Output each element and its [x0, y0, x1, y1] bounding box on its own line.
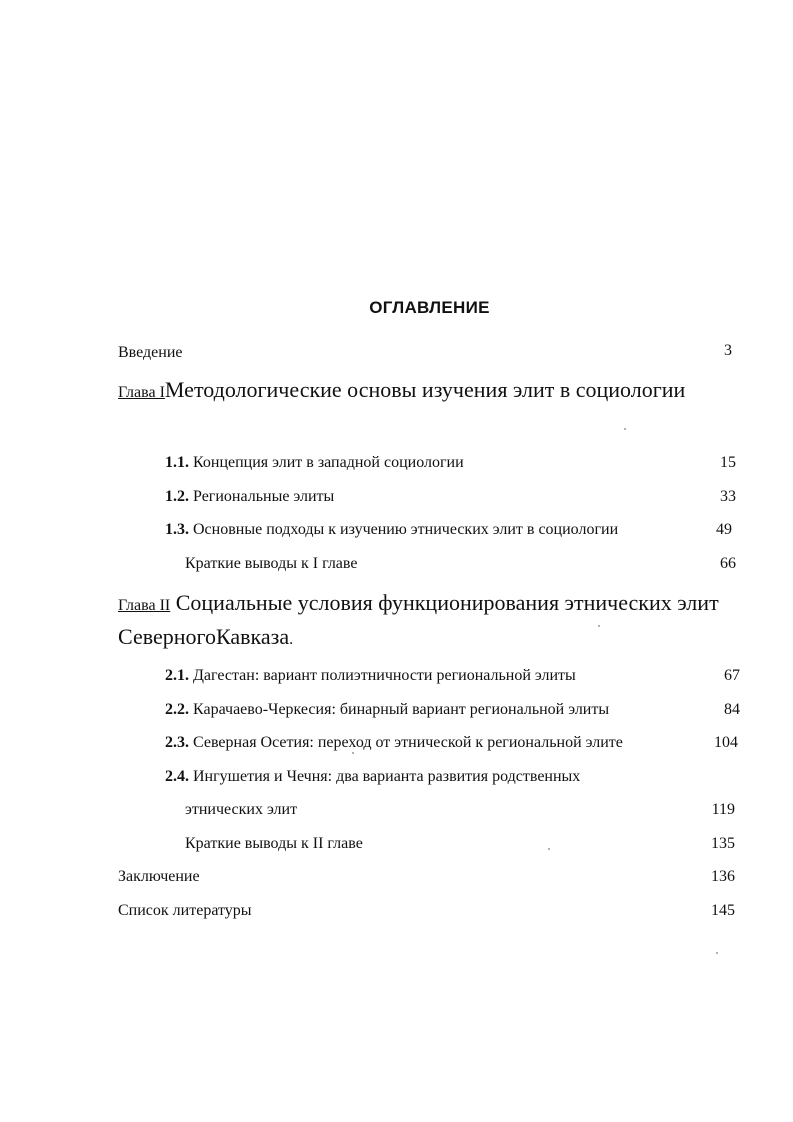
scan-speck [624, 428, 626, 430]
scan-speck [716, 952, 718, 954]
toc-entry-summary-1[interactable]: Краткие выводы к I главе [185, 555, 358, 572]
toc-entry-2-1[interactable]: 2.1. Дагестан: вариант полиэтничности региональной элиты [165, 667, 576, 684]
toc-entry-intro[interactable]: Введение [118, 344, 183, 361]
toc-page-2-2: 84 [724, 701, 740, 718]
chapter-2-label: Глава II [118, 597, 171, 614]
toc-page-intro: 3 [724, 342, 732, 359]
toc-heading: ОГЛАВЛЕНИЕ [369, 298, 490, 317]
toc-page-2-1: 67 [724, 667, 740, 684]
toc-entry-summary-2[interactable]: Краткие выводы к II главе [185, 835, 363, 852]
chapter-1-text: Методологические основы изучения элит в социологии [164, 377, 686, 402]
toc-entry-2-2[interactable]: 2.2. Карачаево-Черкесия: бинарный вариант региональной элиты [165, 701, 610, 718]
chapter-1-title[interactable] [118, 374, 758, 408]
chapter-2-text: Социальные условия функционирования этнических элит СеверногоКавказа [118, 590, 719, 649]
toc-entry-1-3[interactable]: 1.3. Основные подходы к изучению этнических элит в социологии [165, 521, 619, 538]
toc-page-1-1: 15 [720, 454, 736, 471]
toc-page-conclusion: 136 [711, 868, 735, 885]
chapter-1-label: Глава I [118, 384, 165, 401]
toc-entry-2-4[interactable]: 2.4. Ингушетия и Чечня: два варианта развития родственных [165, 768, 581, 785]
toc-entry-1-1[interactable]: 1.1. Концепция элит в западной социологии [165, 454, 464, 471]
toc-page-summary-1: 66 [720, 555, 736, 572]
toc-entry-2-3[interactable]: 2.3. Северная Осетия: переход от этнической к региональной элите [165, 734, 623, 751]
toc-entry-conclusion[interactable]: Заключение [118, 868, 200, 885]
toc-page-2-3: 104 [714, 734, 738, 751]
scan-speck [548, 848, 550, 850]
toc-page-bibliography: 145 [711, 902, 735, 919]
toc-page-1-2: 33 [720, 488, 736, 505]
toc-entry-2-4-cont[interactable]: этнических элит [185, 801, 298, 818]
toc-entry-1-2[interactable]: 1.2. Региональные элиты [165, 488, 335, 505]
toc-entry-bibliography[interactable]: Список литературы [118, 902, 252, 919]
scan-speck [598, 625, 600, 627]
toc-page-1-3: 49 [716, 521, 732, 538]
toc-page-summary-2: 135 [711, 835, 735, 852]
scan-speck [352, 752, 354, 754]
toc-page-2-4: 119 [711, 801, 735, 818]
chapter-2-title[interactable]: Глава II Социальные условия функционирования этнических элит СеверногоКавказа. [118, 590, 719, 649]
